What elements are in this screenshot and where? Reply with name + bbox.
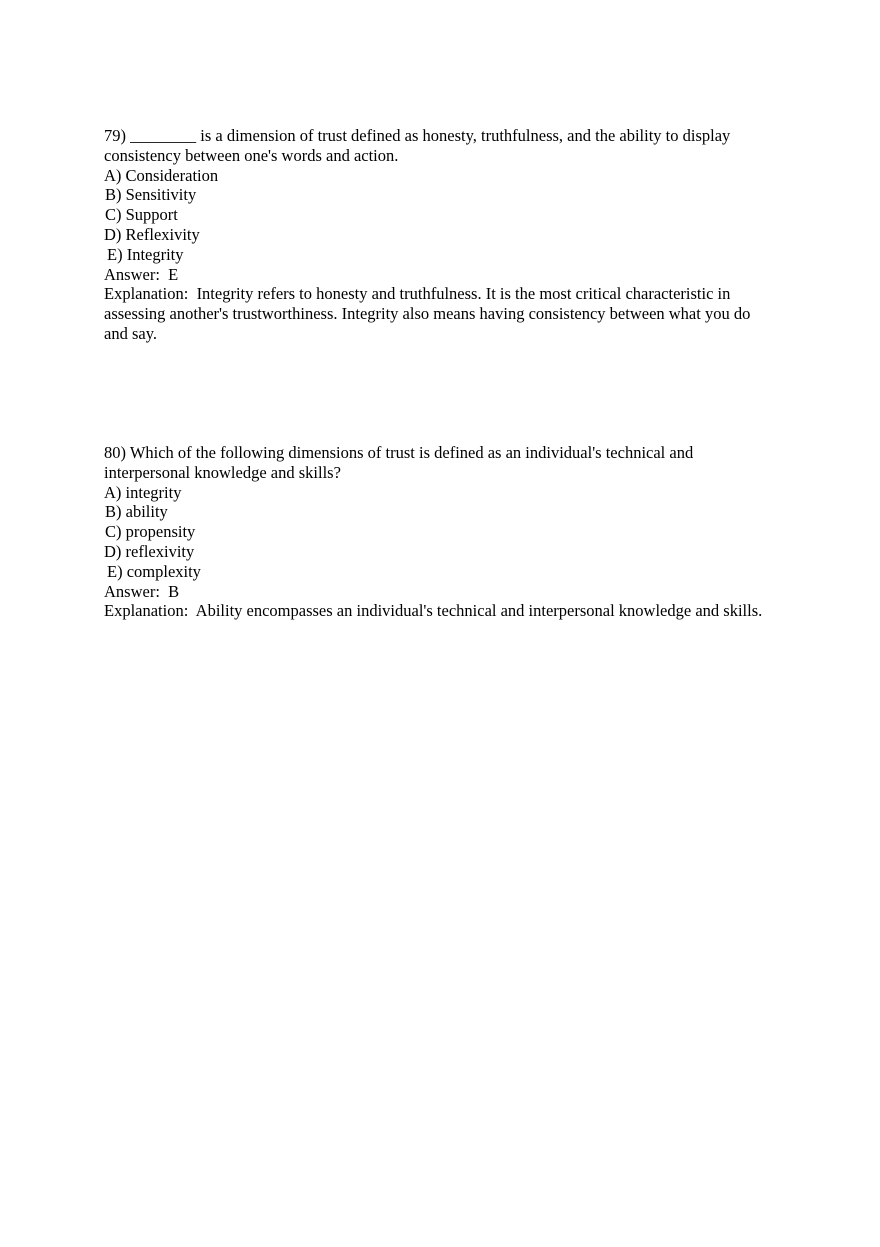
explanation: Explanation: Integrity refers to honesty and truthfulness. It is the most critical characteristic in assessing another's trustworthiness. Integrity also means having consistency between what you do and say. [104,284,755,343]
option-c: C) propensity [105,522,196,542]
option-d: D) Reflexivity [104,224,200,244]
option-a: A) Consideration [104,165,219,185]
explanation: Explanation: Ability encompasses an individual's technical and interpersonal knowledge and skills. [104,601,763,621]
option-e: E) Integrity [107,244,184,264]
question-80 [104,443,766,621]
question-79 [104,126,766,344]
option-c: C) Support [105,205,178,225]
question-stem: 79) ________ is a dimension of trust defined as honesty, truthfulness, and the ability to display consistency between one's words and action. [104,126,735,165]
option-e: E) complexity [107,561,201,581]
option-b: B) ability [105,502,168,522]
option-a: A) integrity [104,482,182,502]
answer: Answer: B [104,581,180,601]
option-b: B) Sensitivity [105,185,197,205]
question-stem: 80) Which of the following dimensions of trust is defined as an individual's technical and interpersonal knowledge and skills? [104,443,698,482]
answer: Answer: E [104,264,179,284]
option-d: D) reflexivity [104,541,195,561]
